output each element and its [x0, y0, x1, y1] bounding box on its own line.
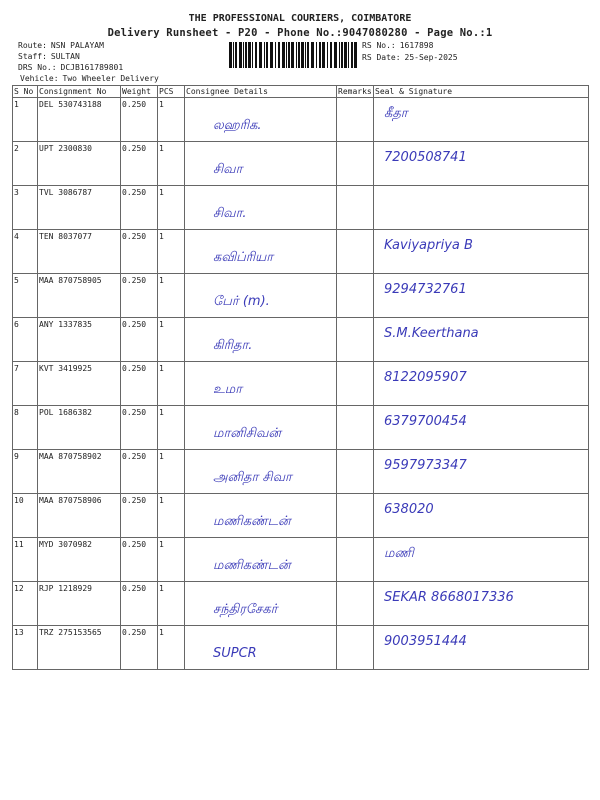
- cell-signature: [374, 142, 589, 186]
- cell-consignment-no: MAA 870758906: [38, 494, 121, 538]
- signature-handwriting: 9597973347: [384, 458, 467, 473]
- cell-consignment-no: TVL 3086787: [38, 186, 121, 230]
- cell-consignment-no: RJP 1218929: [38, 582, 121, 626]
- barcode-bar: [319, 42, 321, 68]
- barcode-bar: [296, 42, 297, 68]
- table-row: [13, 362, 589, 406]
- rs-date-line: [362, 53, 458, 62]
- barcode-bar: [344, 42, 347, 68]
- vehicle-line: [20, 74, 159, 83]
- barcode-bar: [354, 42, 357, 68]
- cell-consignee: [185, 538, 337, 582]
- rs-no-line: [362, 41, 433, 50]
- cell-weight: 0.250: [121, 274, 158, 318]
- cell-remarks: [337, 538, 374, 582]
- barcode-bar: [351, 42, 353, 68]
- consignee-handwriting: லஹரிக.: [213, 118, 262, 133]
- signature-handwriting: 6379700454: [384, 414, 467, 429]
- cell-remarks: [337, 494, 374, 538]
- consignee-handwriting: பேர் (m).: [213, 294, 270, 309]
- route-value: NSN PALAYAM: [50, 41, 104, 50]
- barcode-bar: [307, 42, 309, 68]
- cell-sno: 11: [13, 538, 38, 582]
- barcode-bar: [270, 42, 273, 68]
- barcode-bar: [235, 42, 237, 68]
- cell-consignee: [185, 318, 337, 362]
- cell-consignment-no: TEN 8037077: [38, 230, 121, 274]
- barcode-bar: [286, 42, 287, 68]
- cell-sno: 7: [13, 362, 38, 406]
- runsheet-table: [12, 85, 589, 670]
- cell-consignee: [185, 582, 337, 626]
- cell-consignment-no: MAA 870758902: [38, 450, 121, 494]
- cell-consignee: [185, 186, 337, 230]
- signature-handwriting: 638020: [384, 502, 434, 517]
- barcode-bar: [229, 42, 232, 68]
- barcode-bar: [322, 42, 325, 68]
- col-header-consignee: Consignee Details: [185, 86, 337, 98]
- cell-remarks: [337, 274, 374, 318]
- cell-pcs: 1: [158, 538, 185, 582]
- cell-signature: [374, 626, 589, 670]
- rs-date-label: RS Date:: [362, 53, 401, 62]
- route-label: Route:: [18, 41, 47, 50]
- table-row: [13, 98, 589, 142]
- cell-consignee: [185, 406, 337, 450]
- cell-consignee: [185, 362, 337, 406]
- col-header-weight: Weight: [121, 86, 158, 98]
- cell-pcs: 1: [158, 406, 185, 450]
- company-title: THE PROFESSIONAL COURIERS, COIMBATORE: [188, 13, 412, 24]
- signature-handwriting: கீதா: [384, 106, 408, 121]
- cell-pcs: 1: [158, 98, 185, 142]
- col-header-signature: Seal & Signature: [374, 86, 589, 98]
- cell-consignee: [185, 142, 337, 186]
- barcode-bar: [239, 42, 242, 68]
- cell-consignment-no: ANY 1337835: [38, 318, 121, 362]
- barcode-bar: [245, 42, 247, 68]
- cell-signature: [374, 450, 589, 494]
- signature-handwriting: S.M.Keerthana: [384, 326, 479, 341]
- cell-remarks: [337, 626, 374, 670]
- drs-label: DRS No.:: [18, 63, 57, 72]
- cell-consignment-no: DEL 530743188: [38, 98, 121, 142]
- cell-sno: 10: [13, 494, 38, 538]
- cell-sno: 8: [13, 406, 38, 450]
- signature-handwriting: 9294732761: [384, 282, 467, 297]
- cell-signature: [374, 362, 589, 406]
- cell-consignee: [185, 450, 337, 494]
- col-header-remarks: Remarks: [338, 87, 372, 96]
- cell-sno: 2: [13, 142, 38, 186]
- consignee-handwriting: சந்திரசேகர்: [213, 602, 278, 617]
- cell-pcs: 1: [158, 142, 185, 186]
- cell-remarks: [337, 98, 374, 142]
- barcode-bar: [266, 42, 268, 68]
- table-row: [13, 538, 589, 582]
- cell-pcs: 1: [158, 230, 185, 274]
- cell-consignment-no: KVT 3419925: [38, 362, 121, 406]
- cell-sno: 6: [13, 318, 38, 362]
- barcode-bar: [275, 42, 276, 68]
- cell-sno: 12: [13, 582, 38, 626]
- barcode-bar: [255, 42, 257, 68]
- table-header-row: [13, 86, 589, 98]
- col-header-pcs: PCS: [158, 86, 185, 98]
- rs-date-value: 25-Sep-2025: [404, 53, 458, 62]
- cell-consignee: [185, 494, 337, 538]
- barcode-bar: [327, 42, 328, 68]
- cell-pcs: 1: [158, 450, 185, 494]
- cell-consignment-no: POL 1686382: [38, 406, 121, 450]
- cell-signature: [374, 582, 589, 626]
- drs-value: DCJB161789801: [60, 63, 124, 72]
- barcode-bar: [259, 42, 262, 68]
- barcode-bar: [298, 42, 300, 68]
- table-row: [13, 626, 589, 670]
- barcode-bar: [243, 42, 244, 68]
- table-row: [13, 186, 589, 230]
- table-row: [13, 318, 589, 362]
- cell-signature: [374, 494, 589, 538]
- table-row: [13, 494, 589, 538]
- signature-handwriting: SEKAR 8668017336: [384, 590, 514, 605]
- cell-remarks: [337, 142, 374, 186]
- barcode-bar: [278, 42, 280, 68]
- cell-sno: 4: [13, 230, 38, 274]
- table-row: [13, 450, 589, 494]
- barcode-bar: [316, 42, 317, 68]
- cell-remarks: [337, 230, 374, 274]
- cell-sno: 5: [13, 274, 38, 318]
- staff-label: Staff:: [18, 52, 47, 61]
- runsheet-subtitle: Delivery Runsheet - P20 - Phone No.:9047080280 - Page No.:1: [107, 27, 493, 39]
- barcode-bar: [301, 42, 304, 68]
- cell-weight: 0.250: [121, 450, 158, 494]
- signature-handwriting: 9003951444: [384, 634, 467, 649]
- cell-signature: [374, 274, 589, 318]
- consignee-handwriting: அனிதா சிவா: [213, 470, 292, 485]
- consignee-handwriting: மணிகண்டன்: [213, 514, 291, 529]
- cell-weight: 0.250: [121, 626, 158, 670]
- signature-handwriting: 7200508741: [384, 150, 467, 165]
- cell-weight: 0.250: [121, 362, 158, 406]
- barcode-bar: [252, 42, 253, 68]
- rs-no-label: RS No.:: [362, 41, 396, 50]
- cell-remarks: [337, 186, 374, 230]
- cell-signature: [374, 98, 589, 142]
- vehicle-value: Two Wheeler Delivery: [62, 74, 159, 83]
- consignee-handwriting: சிவா: [213, 162, 243, 177]
- vehicle-label: Vehicle:: [20, 74, 59, 83]
- table-row: [13, 274, 589, 318]
- cell-sno: 1: [13, 98, 38, 142]
- cell-weight: 0.250: [121, 406, 158, 450]
- cell-pcs: 1: [158, 494, 185, 538]
- cell-consignee: [185, 626, 337, 670]
- barcode-bar: [282, 42, 285, 68]
- cell-weight: 0.250: [121, 98, 158, 142]
- table-row: [13, 582, 589, 626]
- cell-weight: 0.250: [121, 142, 158, 186]
- cell-pcs: 1: [158, 186, 185, 230]
- barcode-bar: [348, 42, 349, 68]
- staff-value: SULTAN: [50, 52, 80, 61]
- consignee-handwriting: SUPCR: [213, 646, 257, 661]
- cell-remarks: [337, 450, 374, 494]
- table-row: [13, 406, 589, 450]
- cell-consignee: [185, 98, 337, 142]
- cell-signature: [374, 230, 589, 274]
- barcode-bar: [233, 42, 234, 68]
- cell-remarks: [337, 318, 374, 362]
- cell-consignee: [185, 230, 337, 274]
- cell-signature: [374, 406, 589, 450]
- cell-signature: [374, 186, 589, 230]
- cell-pcs: 1: [158, 362, 185, 406]
- barcode-bar: [339, 42, 340, 68]
- cell-sno: 9: [13, 450, 38, 494]
- barcode-bar: [334, 42, 337, 68]
- cell-consignment-no: TRZ 275153565: [38, 626, 121, 670]
- cell-weight: 0.250: [121, 582, 158, 626]
- cell-weight: 0.250: [121, 186, 158, 230]
- signature-handwriting: மணி: [384, 546, 414, 561]
- barcode-bar: [288, 42, 290, 68]
- cell-pcs: 1: [158, 582, 185, 626]
- cell-remarks: [337, 362, 374, 406]
- table-row: [13, 230, 589, 274]
- table-row: [13, 142, 589, 186]
- cell-consignment-no: MYD 3070982: [38, 538, 121, 582]
- signature-handwriting: Kaviyapriya B: [384, 238, 473, 253]
- consignee-handwriting: உமா: [213, 382, 243, 397]
- cell-weight: 0.250: [121, 494, 158, 538]
- cell-remarks: [337, 582, 374, 626]
- cell-weight: 0.250: [121, 538, 158, 582]
- cell-pcs: 1: [158, 626, 185, 670]
- cell-weight: 0.250: [121, 230, 158, 274]
- barcode-bar: [305, 42, 306, 68]
- cell-signature: [374, 318, 589, 362]
- rs-no-value: 1617898: [399, 41, 434, 50]
- cell-remarks: [337, 406, 374, 450]
- consignee-handwriting: மணிகண்டன்: [213, 558, 291, 573]
- col-header-consignment: Consignment No: [38, 86, 121, 98]
- staff-line: [18, 52, 80, 61]
- consignee-handwriting: கவிப்ரியா: [213, 250, 274, 265]
- consignee-handwriting: கிரிதா.: [213, 338, 253, 353]
- route-line: [18, 41, 104, 50]
- cell-sno: 3: [13, 186, 38, 230]
- cell-signature: [374, 538, 589, 582]
- cell-sno: 13: [13, 626, 38, 670]
- cell-pcs: 1: [158, 274, 185, 318]
- barcode-bar: [330, 42, 332, 68]
- barcode-bar: [291, 42, 294, 68]
- consignee-handwriting: சிவா.: [213, 206, 247, 221]
- barcode-bar: [311, 42, 314, 68]
- cell-consignee: [185, 274, 337, 318]
- cell-consignment-no: UPT 2300830: [38, 142, 121, 186]
- cell-pcs: 1: [158, 318, 185, 362]
- barcode-bar: [248, 42, 251, 68]
- consignee-handwriting: மானிசிவன்: [213, 426, 282, 441]
- cell-weight: 0.250: [121, 318, 158, 362]
- drs-line: [18, 63, 123, 72]
- signature-handwriting: 8122095907: [384, 370, 467, 385]
- cell-consignment-no: MAA 870758905: [38, 274, 121, 318]
- barcode-bar: [341, 42, 343, 68]
- barcode-image: [229, 42, 357, 68]
- col-header-sno: S No: [13, 86, 38, 98]
- barcode-bar: [264, 42, 265, 68]
